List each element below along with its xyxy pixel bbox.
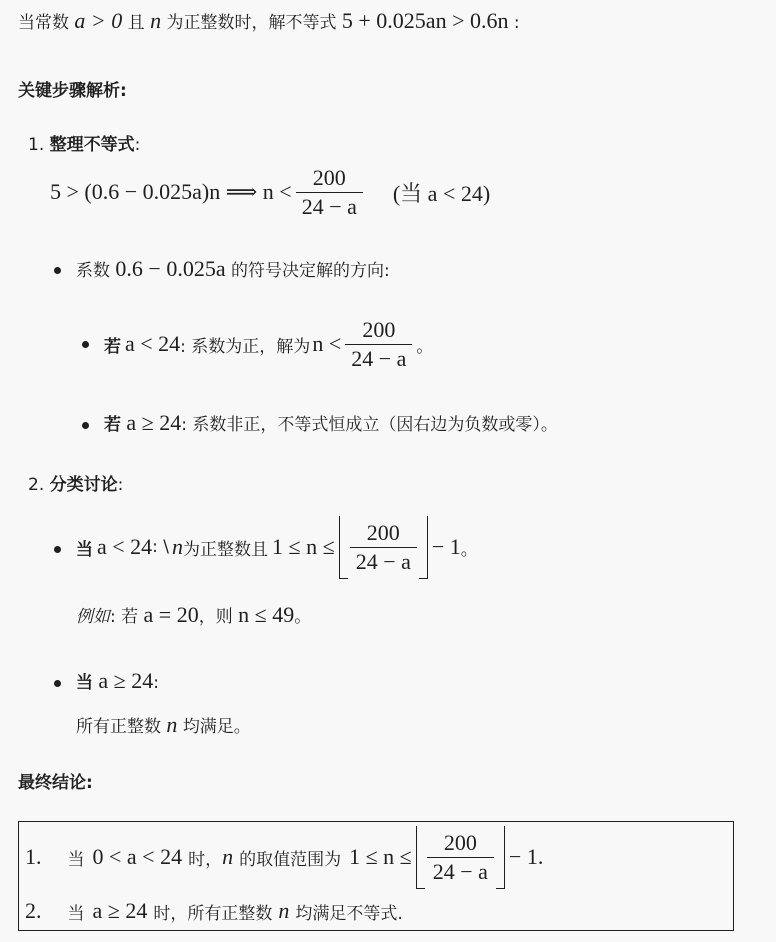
step1-title-text: 整理不等式 — [49, 135, 135, 155]
bullet-math: 0.6 − 0.025a — [115, 256, 226, 281]
fraction-denominator: 24 − a — [296, 192, 363, 221]
step2-bullet2-line2 — [76, 712, 251, 738]
step2-bullet2 — [76, 668, 159, 694]
b1-end: 。 — [460, 539, 478, 560]
step1-sub2 — [104, 410, 558, 436]
bullet-dot — [54, 546, 61, 553]
step2-title-text: 分类讨论 — [49, 475, 118, 495]
row2-text: 时，所有正整数 — [153, 903, 273, 924]
b2-math-cond: a ≥ 24 — [98, 668, 154, 693]
row1-math-cond: 0 < a < 24 — [92, 844, 183, 869]
example-text: : 若 — [110, 607, 139, 627]
fraction-denominator: 24 − a — [427, 857, 494, 886]
row1-fraction — [427, 829, 494, 886]
row1-text: 的取值范围为 — [239, 849, 342, 870]
floor-bracket-left — [416, 826, 425, 889]
bullet-dot — [54, 680, 61, 687]
step1-colon: : — [134, 135, 141, 155]
sub1-math-n: n < — [312, 331, 342, 356]
floor-bracket-right — [496, 826, 505, 889]
b1-fraction — [350, 519, 417, 576]
conclusion-row2 — [25, 896, 403, 926]
b2-math-n: n — [166, 712, 178, 737]
sub1-math-cond: a < 24 — [125, 331, 181, 356]
sub2-bold: 若 — [104, 415, 121, 435]
fraction-numerator: 200 — [366, 519, 400, 545]
b1-math-minus-one: − 1 — [431, 534, 461, 559]
fraction-numerator: 200 — [443, 829, 477, 855]
example-math-n: n ≤ 49 — [238, 602, 295, 627]
step1-bullet — [76, 256, 390, 282]
row2-text: 均满足不等式. — [295, 903, 403, 924]
row1-number: 1. — [25, 844, 42, 869]
step2-colon: : — [117, 475, 124, 495]
b2-colon: : — [153, 673, 159, 693]
bullet-text: 系数 — [76, 261, 110, 281]
fraction-numerator: 200 — [312, 164, 346, 190]
floor-bracket-left — [339, 516, 348, 579]
step1-eq-left: 5 > (0.6 − 0.025a)n ⟹ n < — [50, 179, 292, 204]
example-line — [76, 602, 311, 628]
b1-math-cond: a < 24 — [97, 534, 153, 559]
row1-math-minus-one: − 1. — [508, 844, 544, 869]
intro-math-inequality: 5 + 0.025an > 0.6n — [341, 8, 509, 33]
row1-text: 时， — [188, 849, 223, 870]
b1-text: 为正整数且 — [183, 539, 269, 560]
intro-text: 为正整数时，解不等式 — [166, 13, 337, 33]
analysis-heading: 关键步骤解析: — [18, 81, 127, 101]
example-math-a: a = 20 — [143, 602, 199, 627]
step1-title — [28, 130, 140, 155]
sub1-bold: 若 — [104, 336, 121, 357]
intro-colon: : — [513, 13, 520, 33]
sub1-end: 。 — [416, 336, 434, 357]
b1-bold: 当 — [76, 539, 93, 560]
step2-bullet1 — [76, 514, 478, 580]
step2-title — [28, 470, 123, 495]
sub2-math-cond: a ≥ 24 — [126, 410, 182, 435]
row2-math-cond: a ≥ 24 — [92, 898, 148, 923]
intro-text: 且 — [127, 13, 145, 33]
step1-number: 1. — [28, 135, 45, 155]
conclusion-heading: 最终结论: — [18, 773, 93, 793]
bullet-text: 的符号决定解的方向: — [230, 261, 390, 281]
row2-number: 2. — [25, 898, 42, 923]
step1-equation — [50, 160, 490, 224]
step1-condition: (当 a < 24) — [392, 180, 491, 206]
conclusion-row1 — [25, 824, 543, 890]
intro-math-n: n — [150, 8, 162, 33]
sub1-text: : 系数为正，解为 — [180, 336, 311, 357]
b1-math-range: 1 ≤ n ≤ — [272, 534, 335, 559]
row1-math-range: 1 ≤ n ≤ — [349, 844, 412, 869]
row1-math-n: n — [222, 844, 234, 869]
intro-text: 当常数 — [18, 13, 69, 33]
bullet-dot — [54, 267, 61, 274]
fraction-numerator: 200 — [362, 316, 396, 342]
example-end: 。 — [294, 607, 312, 627]
row2-text: 当 — [67, 903, 85, 924]
example-label: 例如 — [76, 607, 110, 627]
bullet-dot — [82, 341, 89, 348]
conclusion-box — [18, 821, 734, 931]
row1-text: 当 — [67, 849, 85, 870]
sub2-text: : 系数非正，不等式恒成立（因右边为负数或零）。 — [181, 415, 558, 435]
intro-line — [18, 6, 520, 38]
example-text: ，则 — [198, 607, 233, 627]
fraction-denominator: 24 − a — [350, 547, 417, 576]
b2-text: 所有正整数 — [76, 717, 161, 737]
b2-text: 均满足。 — [182, 717, 251, 737]
b1-math-n: n — [172, 534, 184, 559]
floor-bracket-right — [419, 516, 428, 579]
b2-bold: 当 — [76, 673, 93, 693]
sub1-fraction — [345, 316, 412, 373]
step1-fraction — [296, 164, 363, 221]
fraction-denominator: 24 − a — [345, 344, 412, 373]
step1-sub1 — [104, 312, 433, 376]
bullet-dot — [82, 422, 89, 429]
step2-number: 2. — [28, 475, 45, 495]
intro-math-condition: a > 0 — [74, 8, 123, 33]
row2-math-n: n — [278, 898, 290, 923]
b1-text: : \ — [152, 537, 170, 557]
